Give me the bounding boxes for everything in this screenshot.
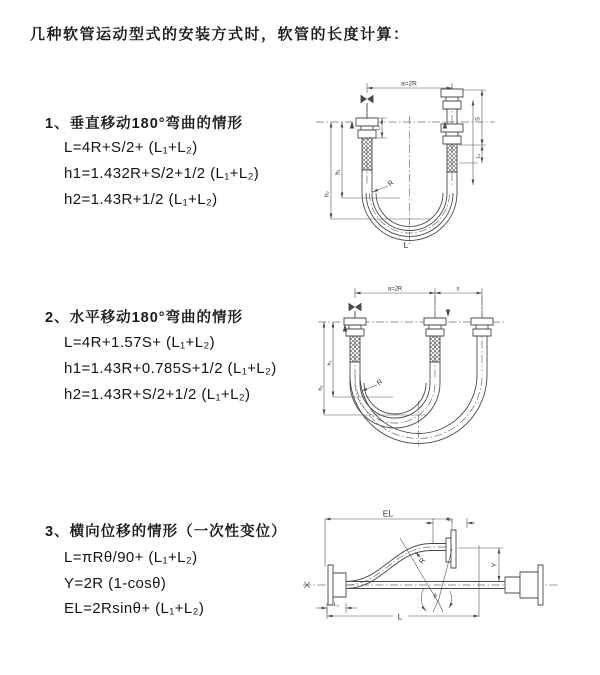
label-h1: h₁ — [335, 169, 342, 175]
label-s: s — [456, 286, 460, 293]
label-radius: R — [375, 378, 385, 388]
page-title: 几种软管运动型式的安装方式时，软管的长度计算： — [30, 26, 410, 43]
flange-fitting-left — [344, 318, 366, 336]
flange-fitting-left — [328, 565, 346, 605]
valve-icon — [361, 95, 373, 118]
formula-line: h1=1.43R+0.785S+1/2 (L₁+L₂) — [64, 360, 277, 377]
label-el: EL — [382, 508, 394, 519]
label-theta: θ — [433, 594, 437, 600]
diagram-lateral-displacement — [300, 505, 585, 642]
label-radius: R — [386, 179, 396, 189]
diagram-vertical-180-bend — [308, 72, 500, 254]
label-s: S — [475, 116, 482, 122]
label-span: a=2R — [387, 286, 403, 293]
section-1-heading: 1、垂直移动180°弯曲的情形 — [45, 116, 244, 132]
label-l1: L₁ — [375, 125, 382, 131]
flange-fitting-right — [471, 318, 493, 336]
dimension-lines — [316, 518, 503, 619]
section-2-heading: 2、水平移动180°弯曲的情形 — [45, 310, 244, 326]
formula-line: h2=1.43R+1/2 (L₁+L₂) — [64, 191, 218, 208]
label-length: L — [403, 240, 409, 250]
label-radius: R — [418, 557, 428, 566]
label-l2: L₂ — [475, 153, 482, 159]
flange-fitting-upper-right — [446, 530, 456, 568]
valve-icon — [349, 303, 361, 318]
formula-line: Y=2R (1-cosθ) — [64, 575, 167, 592]
label-h1: h₁ — [327, 360, 333, 366]
formula-line: EL=2Rsinθ+ (L₁+L₂) — [64, 600, 205, 617]
formula-line: h2=1.43R+S/2+1/2 (L₁+L₂) — [64, 386, 251, 403]
centerlines — [316, 86, 495, 245]
braided-hose-section — [447, 144, 457, 172]
flange-fitting-lower-right — [505, 565, 543, 605]
braided-hose-section — [362, 138, 372, 170]
formula-line: L=4R+S/2+ (L₁+L₂) — [64, 139, 198, 156]
flange-fitting-middle — [424, 318, 446, 336]
dimension-lines — [324, 288, 482, 415]
section-3-heading: 3、横向位移的情形（一次性变位） — [45, 524, 287, 540]
diagram-horizontal-180-bend — [315, 283, 510, 450]
label-l2: L₂ — [447, 517, 453, 523]
label-length: L — [397, 611, 403, 622]
dimension-lines — [331, 80, 486, 219]
formula-line: h1=1.432R+S/2+1/2 (L₁+L₂) — [64, 165, 260, 182]
braided-hose-section — [430, 336, 440, 362]
label-y: Y — [491, 562, 499, 568]
label-h2: h₂ — [318, 385, 324, 391]
braided-hose-section — [350, 336, 360, 362]
formula-line: L=πRθ/90+ (L₁+L₂) — [64, 549, 198, 566]
label-h2: h₂ — [324, 191, 331, 197]
label-span: a=2R — [401, 80, 417, 88]
formula-line: L=4R+1.57S+ (L₁+L₂) — [64, 334, 216, 351]
label-l1: L₁ — [334, 602, 339, 608]
